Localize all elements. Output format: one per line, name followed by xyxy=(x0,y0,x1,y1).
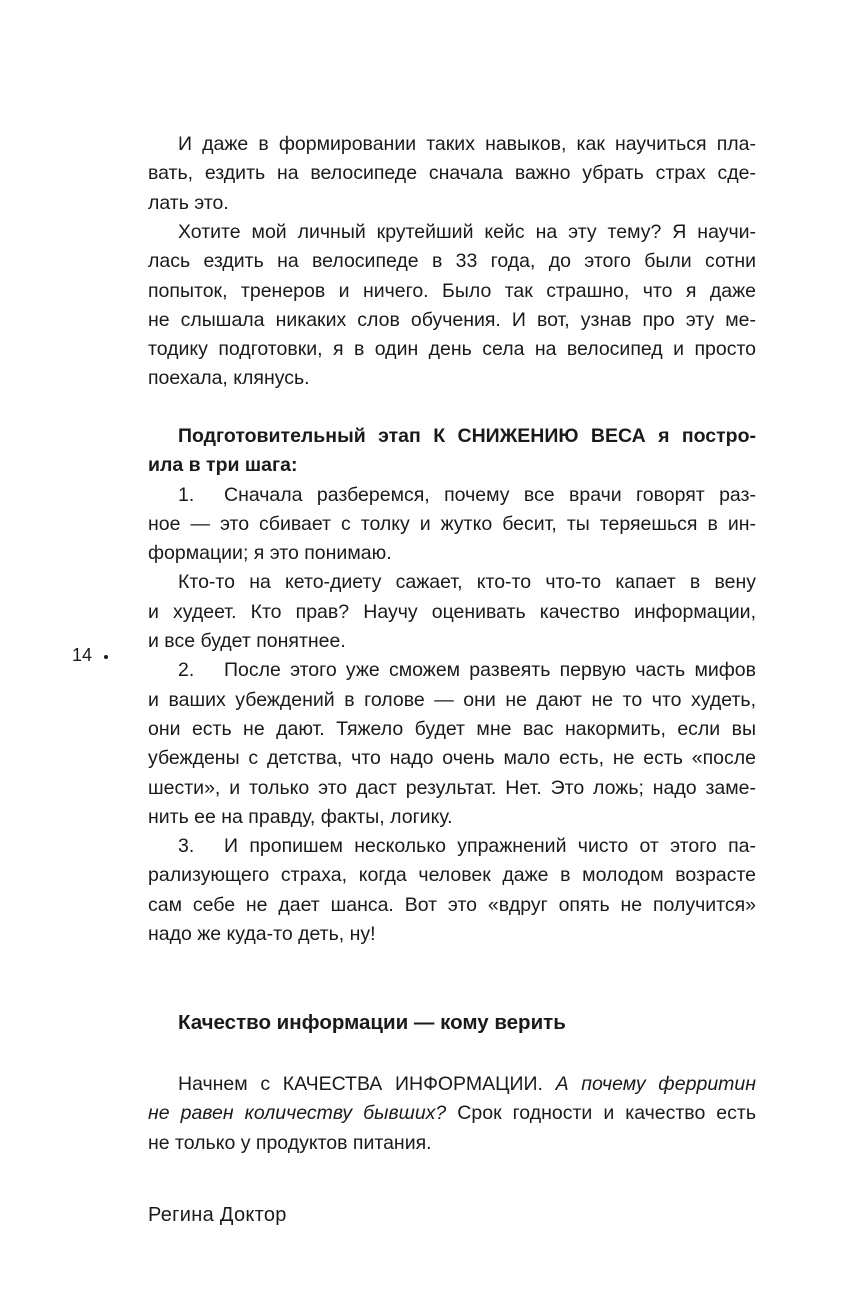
author-footer: Регина Доктор xyxy=(148,1204,287,1226)
text-line: лать это. xyxy=(148,191,229,214)
prep-heading-line: ила в три шага: xyxy=(148,454,298,477)
text-line: ное — это сбивает с толку и жутко бесит, ты теряешься в ин- xyxy=(148,512,756,535)
text-line: нить ее на правду, факты, логику. xyxy=(148,805,453,828)
step-text: И пропишем несколько упражнений чисто от этого па- xyxy=(224,835,756,858)
text-line: лась ездить на велосипеде в 33 года, до этого были сотни xyxy=(148,250,756,273)
text-line: формации; я это понимаю. xyxy=(148,542,392,565)
text-regular: Начнем с КАЧЕСТВА ИНФОРМАЦИИ. xyxy=(178,1073,556,1095)
text-regular: Срок годности и качество есть xyxy=(446,1102,756,1125)
step-number: 3. xyxy=(178,835,195,858)
text-line: тодику подготовки, я в один день села на велосипед и просто xyxy=(148,338,756,361)
step-text: После этого уже сможем развеять первую часть мифов xyxy=(224,659,756,682)
text-line: рализующего страха, когда человек даже в молодом возрасте xyxy=(148,864,756,887)
step-text: Сначала разберемся, почему все врачи говорят раз- xyxy=(224,483,756,506)
text-line: не только у продуктов питания. xyxy=(148,1131,432,1154)
step-1-first-line xyxy=(148,481,756,510)
text-line: надо же куда-то деть, ну! xyxy=(148,923,376,946)
step-3-first-line xyxy=(148,832,756,861)
text-line xyxy=(148,1099,756,1128)
step-number: 1. xyxy=(178,483,195,506)
paragraph-quality xyxy=(148,1070,756,1158)
section-heading: Качество информации — кому верить xyxy=(178,1011,566,1034)
text-line: Кто-то на кето-диету сажает, кто-то что-то капает в вену xyxy=(178,571,756,594)
prep-heading-line: Подготовительный этап К СНИЖЕНИЮ ВЕСА я постро- xyxy=(178,425,756,447)
steps-section xyxy=(148,422,756,949)
text-italic: не равен количеству бывших? xyxy=(148,1102,447,1125)
text-line: и все будет понятнее. xyxy=(148,630,346,653)
text-line: поехала, клянусь. xyxy=(148,367,310,390)
text-line: вать, ездить на велосипеде сначала важно убрать страх сде- xyxy=(148,162,756,185)
text-line: и ваших убеждений в голове — они не дают не то что худеть, xyxy=(148,688,756,711)
text-line: И даже в формировании таких навыков, как научиться пла- xyxy=(178,133,756,155)
text-line: шести», и только это даст результат. Нет. Это ложь; надо заме- xyxy=(148,776,756,799)
paragraph-intro xyxy=(148,130,756,218)
text-line: попыток, тренеров и ничего. Было так страшно, что я даже xyxy=(148,279,756,302)
text-line: Хотите мой личный крутейший кейс на эту тему? Я научи- xyxy=(178,221,756,243)
paragraph-case xyxy=(148,218,756,394)
text-line: не слышала никаких слов обучения. И вот, узнав про эту ме- xyxy=(148,308,756,331)
step-number: 2. xyxy=(178,659,195,682)
text-line xyxy=(148,1070,756,1099)
text-line: сам себе не дает шанса. Вот это «вдруг опять не получится» xyxy=(148,893,756,916)
text-line: они есть не дают. Тяжело будет мне вас накормить, если вы xyxy=(148,717,756,740)
text-italic: А почему ферритин xyxy=(555,1073,756,1095)
text-line: убеждены с детства, что надо очень мало есть, не есть «после xyxy=(148,747,756,770)
page-number: 14 xyxy=(72,645,93,665)
page-number-dot xyxy=(104,655,108,659)
step-2-first-line xyxy=(148,656,756,685)
text-line: и худеет. Кто прав? Научу оценивать качество информации, xyxy=(148,600,756,623)
